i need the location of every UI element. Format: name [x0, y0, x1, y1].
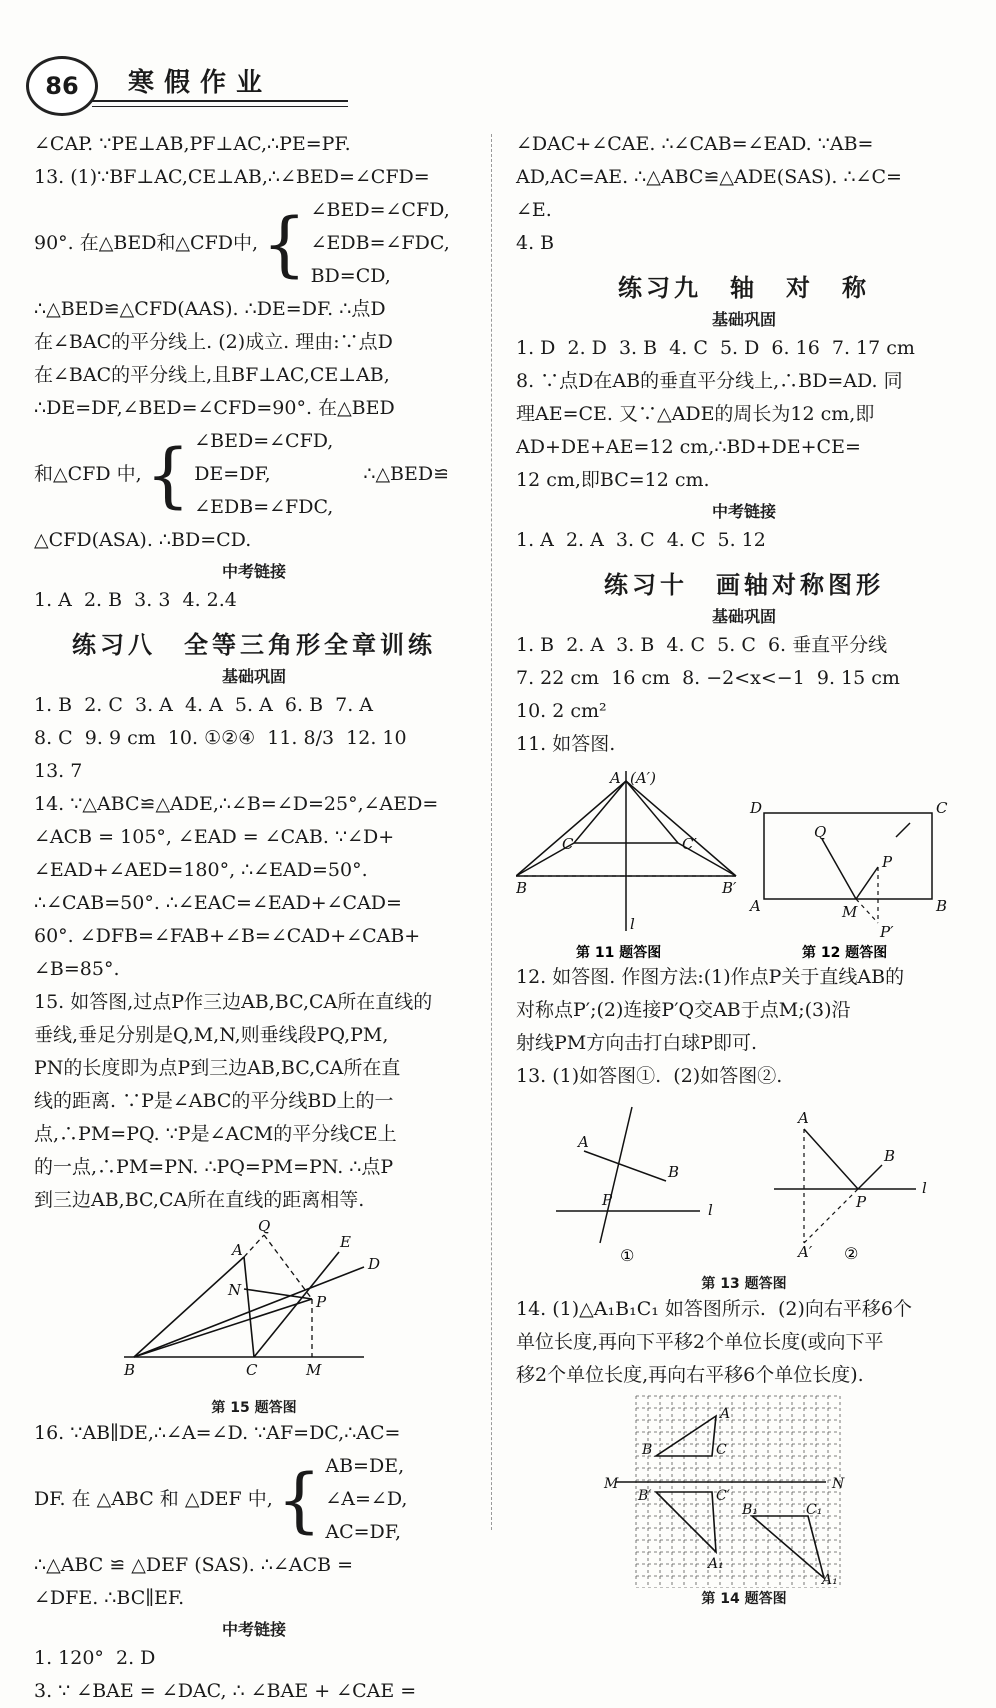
answer-line: 1. D 2. D 3. B 4. C 5. D 6. 16 7. 17 cm	[516, 337, 915, 359]
label-P: P	[882, 853, 893, 871]
section-heading: 练习十 画轴对称图形	[604, 571, 884, 599]
text-line: ∠E.	[516, 199, 552, 221]
text-line: 的一点,∴PM=PN. ∴PQ=PM=PN. ∴点P	[34, 1156, 394, 1178]
system-line: ∠EDB=∠FDC,	[194, 496, 334, 518]
label-E: E	[340, 1233, 351, 1251]
answer-line: 10. 2 cm²	[516, 700, 607, 722]
text-line: 8. ∵点D在AB的垂直平分线上,∴BD=AD. 同	[516, 370, 903, 392]
label-A1b: A₁	[822, 1572, 838, 1588]
label-C: C	[716, 1442, 727, 1458]
system-line: AB=DE,	[325, 1455, 405, 1477]
text-line: 点,∴PM=PQ. ∵P是∠ACM的平分线CE上	[34, 1123, 397, 1145]
figure-caption: 第 11 题答图	[576, 945, 662, 961]
text-line: ∴DE=DF,∠BED=∠CFD=90°. 在△BED	[34, 397, 395, 419]
system-line: ∠A=∠D,	[325, 1488, 408, 1510]
answer-line: 1. B 2. C 3. A 4. A 5. A 6. B 7. A	[34, 694, 373, 716]
text-line: 16. ∵AB∥DE,∴∠A=∠D. ∵AF=DC,∴AC=	[34, 1422, 401, 1444]
label-l: l	[630, 915, 635, 933]
text-line: 在∠BAC的平分线上. (2)成立. 理由:∵点D	[34, 331, 393, 353]
section-heading: 练习八 全等三角形全章训练	[72, 631, 436, 659]
label-A: A	[720, 1406, 731, 1422]
label-N: N	[228, 1281, 242, 1299]
label-B-prime: B′	[638, 1488, 652, 1504]
label-A-prime: (A′)	[630, 769, 656, 787]
label-P-prime: P′	[880, 923, 894, 941]
label-A: A	[610, 769, 621, 787]
label-A1: A₁	[708, 1556, 724, 1572]
text-line: AD,AC=AE. ∴△ABC≌△ADE(SAS). ∴∠C=	[516, 166, 902, 188]
label-l2: l	[922, 1179, 927, 1197]
text-line: 90°. 在△BED和△CFD中,	[34, 232, 259, 254]
label-C-prime: C′	[682, 835, 697, 853]
label-Q: Q	[814, 823, 827, 841]
figure-caption: 第 13 题答图	[701, 1276, 787, 1292]
label-B1: B₁	[742, 1502, 758, 1518]
figure-caption: 第 15 题答图	[211, 1400, 297, 1416]
label-M: M	[842, 903, 858, 921]
page-number: 86	[26, 56, 98, 116]
text-line: 13. (1)∵BF⊥AC,CE⊥AB,∴∠BED=∠CFD=	[34, 166, 430, 188]
text-line: ∠ACB = 105°, ∠EAD = ∠CAB. ∵∠D+	[34, 826, 395, 848]
label-C1: C₁	[806, 1502, 823, 1518]
label-B: B	[642, 1442, 653, 1458]
text-line: DF. 在 △ABC 和 △DEF 中,	[34, 1488, 273, 1510]
marker-1: ①	[620, 1246, 635, 1265]
marker-2: ②	[844, 1244, 859, 1263]
text-line: ∠CAP. ∵PE⊥AB,PF⊥AC,∴PE=PF.	[34, 133, 351, 155]
equation-system	[34, 425, 474, 524]
brace-symbol: {	[276, 1458, 322, 1541]
text-line: 到三边AB,BC,CA所在直线的距离相等.	[34, 1189, 365, 1211]
label-C: C	[246, 1361, 258, 1379]
system-line: ∠BED=∠CFD,	[194, 430, 334, 452]
label-A2: A	[798, 1109, 809, 1127]
equation-system	[34, 194, 474, 293]
label-N: N	[832, 1476, 845, 1492]
subsection-heading: 基础巩固	[711, 607, 776, 626]
label-D: D	[368, 1255, 381, 1273]
answer-line: 1. 120° 2. D	[34, 1647, 156, 1669]
text-line: ∴△BED≌△CFD(AAS). ∴DE=DF. ∴点D	[34, 298, 386, 320]
brace-symbol: {	[145, 433, 191, 516]
system-line: ∠BED=∠CFD,	[310, 199, 450, 221]
system-line: DE=DF,	[194, 463, 271, 485]
label-D: D	[750, 799, 763, 817]
text-line: 60°. ∠DFB=∠FAB+∠B=∠CAD+∠CAB+	[34, 925, 421, 947]
label-Q: Q	[258, 1217, 271, 1235]
text-line: ∴△BED≌	[363, 463, 450, 485]
text-line: 3. ∵ ∠BAE = ∠DAC, ∴ ∠BAE + ∠CAE =	[34, 1680, 417, 1702]
text-line: 12 cm,即BC=12 cm.	[516, 469, 710, 491]
text-line: 15. 如答图,过点P作三边AB,BC,CA所在直线的	[34, 991, 433, 1013]
text-line: AD+DE+AE=12 cm,∴BD+DE+CE=	[516, 436, 861, 458]
page-header-title: 寒假作业	[128, 68, 273, 98]
text-line: PN的长度即为点P到三边AB,BC,CA所在直	[34, 1057, 401, 1079]
text-line: 13. (1)如答图①. (2)如答图②.	[516, 1065, 783, 1087]
answer-line: 1. A 2. B 3. 3 4. 2.4	[34, 589, 237, 611]
right-column	[516, 128, 972, 1608]
answer-line: 11. 如答图.	[516, 733, 616, 755]
text-line: ∠B=85°.	[34, 958, 120, 980]
label-B2: B	[884, 1147, 896, 1165]
answer-line: 1. B 2. A 3. B 4. C 5. C 6. 垂直平分线	[516, 634, 888, 656]
subsection-heading: 基础巩固	[711, 310, 776, 329]
text-line: 和△CFD 中,	[34, 463, 142, 485]
system-line: AC=DF,	[325, 1521, 402, 1543]
label-l: l	[708, 1201, 713, 1219]
subsection-heading: 中考链接	[221, 562, 286, 581]
text-line: ∠DAC+∠CAE. ∴∠CAB=∠EAD. ∵AB=	[516, 133, 874, 155]
text-line: 14. ∵△ABC≌△ADE,∴∠B=∠D=25°,∠AED=	[34, 793, 439, 815]
text-line: 在∠BAC的平分线上,且BF⊥AC,CE⊥AB,	[34, 364, 390, 386]
brace-symbol: {	[262, 202, 307, 285]
text-line: △CFD(ASA). ∴BD=CD.	[34, 529, 252, 551]
text-line: 线的距离. ∵P是∠ABC的平分线BD上的一	[34, 1090, 394, 1112]
text-line: ∴∠CAB=50°. ∴∠EAC=∠EAD+∠CAD=	[34, 892, 402, 914]
figure-11-12	[516, 761, 972, 961]
label-A: A	[578, 1133, 589, 1151]
label-B-prime: B′	[722, 879, 737, 897]
header-rule	[92, 100, 348, 102]
text-line: 垂线,垂足分别是Q,M,N,则垂线段PQ,PM,	[34, 1024, 389, 1046]
left-column	[34, 128, 474, 1708]
section-heading: 练习九 轴 对 称	[618, 274, 870, 302]
label-C: C	[562, 835, 574, 853]
label-A: A	[232, 1241, 243, 1259]
figure-15	[34, 1217, 474, 1397]
header-rule-thin	[92, 106, 348, 107]
text-line: 理AE=CE. 又∵△ADE的周长为12 cm,即	[516, 403, 875, 425]
label-M: M	[604, 1476, 619, 1492]
equation-system	[34, 1450, 474, 1549]
column-divider	[491, 134, 492, 1530]
text-line: 对称点P′;(2)连接P′Q交AB于点M;(3)沿	[516, 999, 851, 1021]
label-P: P	[602, 1191, 613, 1209]
subsection-heading: 中考链接	[711, 502, 776, 521]
subsection-heading: 中考链接	[221, 1620, 286, 1639]
answer-line: 7. 22 cm 16 cm 8. −2<x<−1 9. 15 cm	[516, 667, 900, 689]
label-B: B	[516, 879, 528, 897]
system-line: BD=CD,	[310, 265, 391, 287]
text-line: 12. 如答图. 作图方法:(1)作点P关于直线AB的	[516, 966, 905, 988]
text-line: 移2个单位长度,再向右平移6个单位长度).	[516, 1364, 864, 1386]
label-P: P	[316, 1293, 327, 1311]
label-M: M	[306, 1361, 322, 1379]
label-B: B	[668, 1163, 680, 1181]
label-A2: A	[750, 897, 761, 915]
label-B: B	[124, 1361, 136, 1379]
answer-line: 1. A 2. A 3. C 4. C 5. 12	[516, 529, 766, 551]
label-C-prime: C′	[716, 1488, 730, 1504]
label-B2: B	[936, 897, 948, 915]
text-line: ∠DFE. ∴BC∥EF.	[34, 1587, 185, 1609]
answer-line: 8. C 9. 9 cm 10. ①②④ 11. 8/3 12. 10	[34, 727, 407, 749]
text-line: ∴△ABC ≌ △DEF (SAS). ∴∠ACB =	[34, 1554, 354, 1576]
subsection-heading: 基础巩固	[221, 667, 286, 686]
answer-line: 13. 7	[34, 760, 83, 782]
text-line: 射线PM方向击打白球P即可.	[516, 1032, 758, 1054]
figure-13	[516, 1093, 972, 1273]
system-line: ∠EDB=∠FDC,	[310, 232, 450, 254]
text-line: ∠EAD+∠AED=180°, ∴∠EAD=50°.	[34, 859, 368, 881]
text-line: 单位长度,再向下平移2个单位长度(或向下平	[516, 1331, 884, 1353]
label-P2: P	[856, 1193, 867, 1211]
text-line: 14. (1)△A₁B₁C₁ 如答图所示. (2)向右平移6个	[516, 1298, 913, 1320]
answer-line: 4. B	[516, 232, 555, 254]
figure-14-grid	[516, 1392, 972, 1588]
figure-caption: 第 14 题答图	[701, 1591, 787, 1607]
figure-caption: 第 12 题答图	[802, 945, 888, 961]
label-C2: C	[936, 799, 948, 817]
label-A-prime: A′	[798, 1243, 813, 1261]
